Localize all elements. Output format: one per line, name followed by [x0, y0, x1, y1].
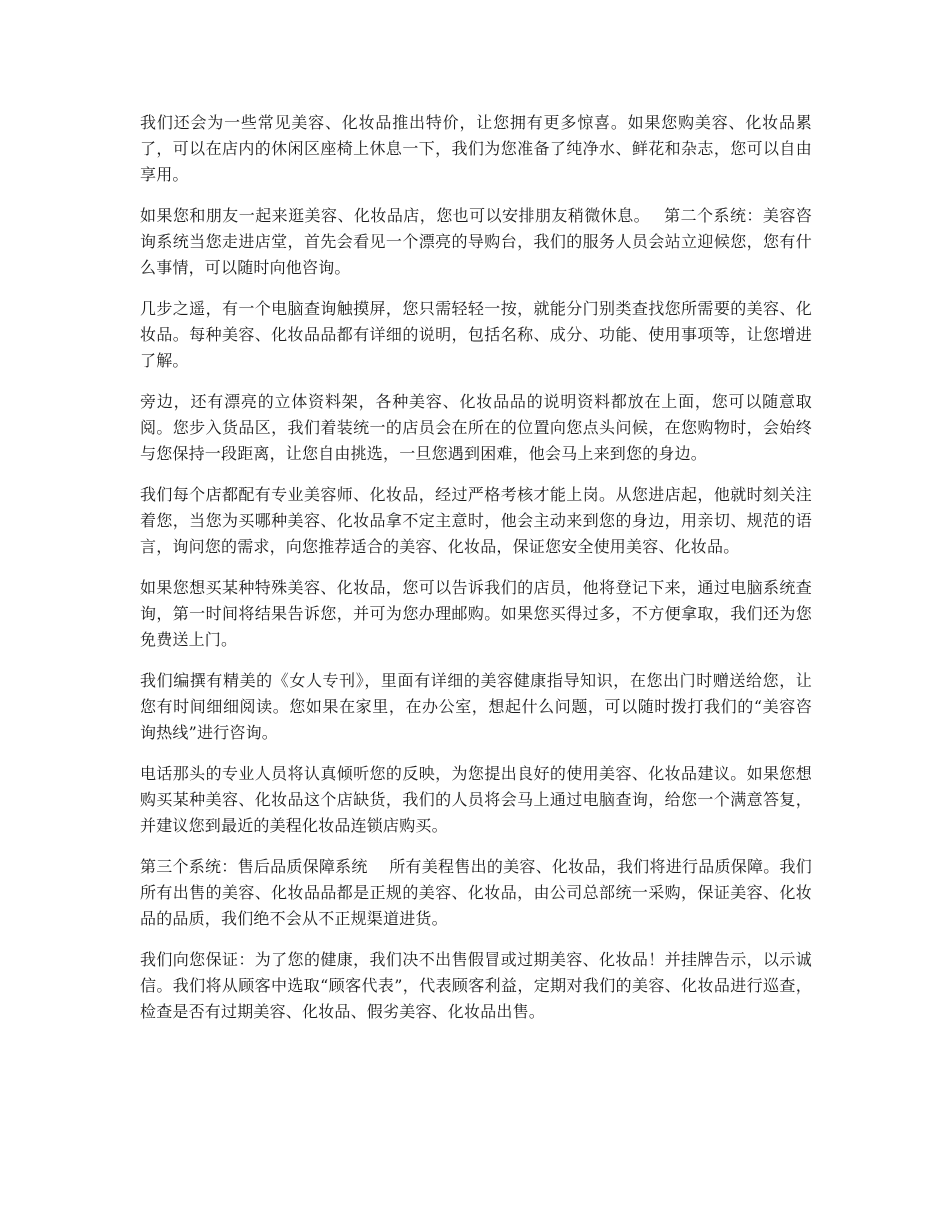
paragraph-beauticians: 我们每个店都配有专业美容师、化妆品，经过严格考核才能上岗。从您进店起，他就时刻关注着您，当您为买哪种美容、化妆品拿不定主意时，他会主动来到您的身边，用亲切、规范的语言，询问您的需求，向您推荐适合的美容、化妆品，保证您安全使用美容、化妆品。 [140, 485, 812, 556]
paragraph-info-rack: 旁边，还有漂亮的立体资料架，各种美容、化妆品品的说明资料都放在上面，您可以随意取阅。您步入货品区，我们着装统一的店员会在所在的位置向您点头问候，在您购物时，会始终与您保持一段距离，让您自由挑选，一旦您遇到困难，他会马上来到您的身边。 [140, 392, 812, 463]
paragraph-phone-support: 电话那头的专业人员将认真倾听您的反映，为您提出良好的使用美容、化妆品建议。如果您想购买某种美容、化妆品这个店缺货，我们的人员将会马上通过电脑查询，给您一个满意答复，并建议您到最近的美程化妆品连锁店购买。 [140, 764, 812, 835]
paragraph-consulting-system: 如果您和朋友一起来逛美容、化妆品店，您也可以安排朋友稍微休息。 第二个系统：美容咨询系统当您走进店堂，首先会看见一个漂亮的导购台，我们的服务人员会站立迎候您，您有什么事情，可以随时向他咨询。 [140, 206, 812, 277]
paragraph-special-orders: 如果您想买某种特殊美容、化妆品，您可以告诉我们的店员，他将登记下来，通过电脑系统查询，第一时间将结果告诉您，并可为您办理邮购。如果您买得过多，不方便拿取，我们还为您免费送上门。 [140, 578, 812, 649]
paragraph-guarantee: 我们向您保证：为了您的健康，我们决不出售假冒或过期美容、化妆品！并挂牌告示，以示诚信。我们将从顾客中选取“顾客代表”，代表顾客利益，定期对我们的美容、化妆品进行巡查，检查是否有过期美容、化妆品、假劣美容、化妆品出售。 [140, 950, 812, 1021]
paragraph-touchscreen: 几步之遥，有一个电脑查询触摸屏，您只需轻轻一按，就能分门别类查找您所需要的美容、化妆品。每种美容、化妆品品都有详细的说明，包括名称、成分、功能、使用事项等，让您增进了解。 [140, 299, 812, 370]
paragraph-quality-assurance: 第三个系统：售后品质保障系统 所有美程售出的美容、化妆品，我们将进行品质保障。我们所有出售的美容、化妆品品都是正规的美容、化妆品，由公司总部统一采购，保证美容、化妆品的品质，我们绝不会从不正规渠道进货。 [140, 857, 812, 928]
document-body [140, 110, 812, 1040]
paragraph-magazine-hotline: 我们编撰有精美的《女人专刊》，里面有详细的美容健康指导知识，在您出门时赠送给您，让您有时间细细阅读。您如果在家里，在办公室，想起什么问题，可以随时拨打我们的“美容咨询热线”进行咨询。 [140, 671, 812, 742]
paragraph-special-offers: 我们还会为一些常见美容、化妆品推出特价，让您拥有更多惊喜。如果您购美容、化妆品累了，可以在店内的休闲区座椅上休息一下，我们为您准备了纯净水、鲜花和杂志，您可以自由享用。 [140, 113, 812, 184]
